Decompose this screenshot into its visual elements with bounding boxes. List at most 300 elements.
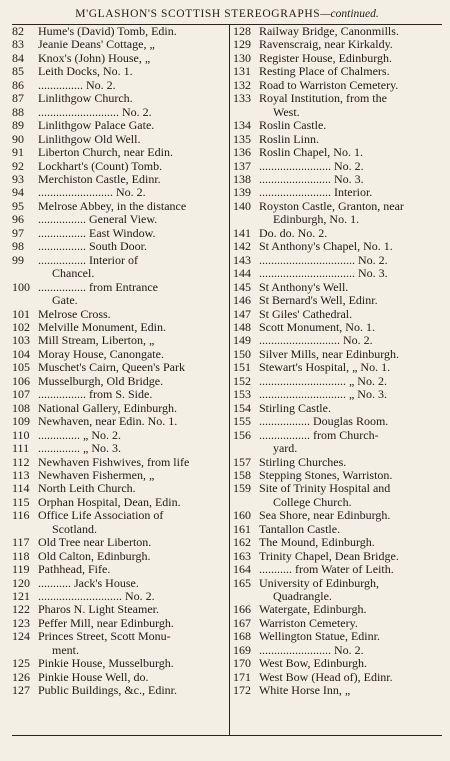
catalogue-entry-continuation	[12, 294, 229, 307]
entry-title: Old Tree near Liberton.	[38, 535, 152, 550]
entry-number: 147	[232, 306, 251, 321]
catalogue-entry	[233, 684, 442, 697]
entry-number: 143	[232, 252, 251, 267]
entry-number: 130	[232, 50, 251, 65]
entry-title: North Leith Church.	[38, 481, 136, 496]
entry-number: 99	[12, 252, 24, 267]
catalogue-entry	[12, 106, 229, 119]
entry-title: West Bow, Edinburgh.	[258, 656, 367, 671]
catalogue-entry	[233, 267, 442, 280]
entry-title: ........................... No. 2.	[258, 333, 373, 348]
entry-number: 111	[12, 441, 30, 456]
entry-number: 102	[12, 319, 30, 334]
entry-number: 96	[12, 212, 24, 227]
catalogue-entry	[233, 617, 442, 630]
catalogue-entry	[12, 456, 229, 469]
entry-title: ................ General View.	[38, 212, 158, 227]
entry-title: Pinkie House Well, do.	[38, 669, 149, 684]
catalogue-entry	[12, 160, 229, 173]
entry-title: The Mound, Edinburgh.	[258, 535, 375, 550]
entry-title: ........................ No. 2.	[258, 158, 364, 173]
entry-title: ........................ No. 2.	[258, 642, 364, 657]
entry-number: 133	[232, 91, 251, 106]
entry-title: Quadrangle.	[272, 589, 332, 604]
catalogue-entry	[233, 308, 442, 321]
entry-title: Orphan Hospital, Dean, Edin.	[38, 494, 181, 509]
entry-number: 116	[12, 508, 30, 523]
entry-number: 172	[232, 683, 251, 698]
entry-title: Watergate, Edinburgh.	[258, 602, 367, 617]
catalogue-entry	[233, 469, 442, 482]
catalogue-entry	[12, 684, 229, 697]
entry-number: 97	[12, 225, 24, 240]
catalogue-entry	[233, 79, 442, 92]
catalogue-entry	[233, 603, 442, 616]
entry-title: ........... from Water of Leith.	[258, 562, 394, 577]
entry-number: 124	[12, 629, 30, 644]
entry-number: 161	[232, 521, 251, 536]
catalogue-columns	[12, 25, 442, 735]
entry-number: 136	[232, 145, 251, 160]
entry-title: Jeanie Deans' Cottage, „	[38, 37, 155, 52]
catalogue-entry	[12, 442, 229, 455]
catalogue-entry	[12, 227, 229, 240]
entry-number: 141	[232, 225, 251, 240]
entry-number: 168	[232, 629, 251, 644]
entry-number: 95	[12, 198, 24, 213]
entry-title: Royston Castle, Granton, near	[258, 198, 404, 213]
catalogue-entry	[12, 536, 229, 549]
catalogue-entry	[12, 671, 229, 684]
entry-title: Resting Place of Chalmers.	[258, 64, 390, 79]
entry-number: 125	[12, 656, 30, 671]
entry-number: 138	[232, 171, 251, 186]
entry-title: Public Buildings, &c., Edinr.	[38, 683, 178, 698]
entry-number: 160	[232, 508, 251, 523]
entry-title: Trinity Chapel, Dean Bridge.	[258, 548, 399, 563]
catalogue-entry	[233, 657, 442, 670]
catalogue-entry	[233, 415, 442, 428]
entry-title: Chancel.	[52, 266, 95, 281]
entry-title: Moray House, Canongate.	[38, 346, 164, 361]
entry-title: Railway Bridge, Canonmills.	[258, 24, 399, 38]
entry-number: 126	[12, 669, 30, 684]
catalogue-entry	[12, 173, 229, 186]
entry-number: 157	[232, 454, 251, 469]
title-suffix: —continued.	[320, 8, 379, 20]
catalogue-entry-continuation	[233, 106, 442, 119]
entry-title: Gate.	[52, 293, 78, 308]
catalogue-entry	[233, 119, 442, 132]
entry-title: Musselburgh, Old Bridge.	[38, 373, 164, 388]
catalogue-entry	[12, 65, 229, 78]
entry-title: Melrose Abbey, in the distance	[38, 198, 187, 213]
entry-number: 110	[12, 427, 30, 442]
catalogue-entry	[233, 402, 442, 415]
entry-number: 93	[12, 171, 24, 186]
catalogue-entry	[233, 536, 442, 549]
entry-number: 113	[12, 467, 30, 482]
entry-number: 145	[232, 279, 251, 294]
catalogue-entry	[233, 550, 442, 563]
catalogue-entry	[233, 254, 442, 267]
catalogue-entry	[12, 200, 229, 213]
entry-number: 139	[232, 185, 251, 200]
catalogue-entry	[233, 671, 442, 684]
entry-number: 169	[232, 642, 251, 657]
entry-number: 82	[12, 24, 24, 38]
entry-number: 135	[232, 131, 251, 146]
catalogue-entry	[12, 429, 229, 442]
catalogue-entry	[233, 92, 442, 105]
entry-title: Roslin Chapel, No. 1.	[258, 145, 363, 160]
catalogue-entry-continuation	[233, 442, 442, 455]
entry-number: 166	[232, 602, 251, 617]
catalogue-entry	[12, 281, 229, 294]
entry-title: Peffer Mill, near Edinburgh.	[38, 615, 174, 630]
catalogue-entry	[12, 657, 229, 670]
entry-number: 115	[12, 494, 30, 509]
entry-title: West Bow (Head of), Edinr.	[258, 669, 393, 684]
entry-title: Register House, Edinburgh.	[258, 50, 393, 65]
entry-title: Edinburgh, No. 1.	[272, 212, 360, 227]
entry-number: 84	[12, 50, 24, 65]
entry-title: Lockhart's (Count) Tomb.	[38, 158, 163, 173]
entry-number: 89	[12, 118, 24, 133]
entry-title: Tantallon Castle.	[258, 521, 341, 536]
entry-title: Pinkie House, Musselburgh.	[38, 656, 174, 671]
entry-title: College Church.	[272, 494, 352, 509]
catalogue-entry	[233, 186, 442, 199]
entry-number	[233, 106, 259, 119]
catalogue-entry	[12, 509, 229, 522]
catalogue-entry	[12, 321, 229, 334]
entry-title: Linlithgow Church.	[38, 91, 133, 106]
entry-number	[12, 294, 38, 307]
entry-number: 165	[232, 575, 251, 590]
entry-number: 121	[12, 589, 30, 604]
catalogue-entry	[233, 25, 442, 38]
entry-number: 114	[12, 481, 30, 496]
entry-title: West.	[272, 104, 300, 119]
entry-number: 158	[232, 467, 251, 482]
entry-number: 140	[232, 198, 251, 213]
entry-title: Stewart's Hospital, „ No. 1.	[258, 360, 391, 375]
entry-number	[233, 496, 259, 509]
entry-title: Warriston Cemetery.	[258, 615, 358, 630]
entry-number: 119	[12, 562, 30, 577]
entry-number: 127	[12, 683, 30, 698]
entry-title: ............... No. 2.	[38, 77, 116, 92]
catalogue-entry-continuation	[12, 523, 229, 536]
entry-number: 108	[12, 400, 30, 415]
entry-number: 91	[12, 145, 24, 160]
catalogue-entry	[233, 173, 442, 186]
entry-title: Melville Monument, Edin.	[38, 319, 166, 334]
catalogue-entry	[233, 200, 442, 213]
entry-number: 153	[232, 387, 251, 402]
catalogue-entry	[233, 334, 442, 347]
entry-title: Linlithgow Old Well.	[38, 131, 141, 146]
entry-number: 142	[232, 239, 251, 254]
entry-number: 105	[12, 360, 30, 375]
entry-number: 163	[232, 548, 251, 563]
entry-number: 162	[232, 535, 251, 550]
entry-title: Site of Trinity Hospital and	[258, 481, 391, 496]
entry-title: Sea Shore, near Edinburgh.	[258, 508, 391, 523]
catalogue-entry	[233, 52, 442, 65]
entry-number: 85	[12, 64, 24, 79]
catalogue-entry	[233, 146, 442, 159]
bottom-rule	[12, 735, 442, 736]
entry-title: ............................. „ No. 3.	[258, 387, 387, 402]
entry-number: 98	[12, 239, 24, 254]
catalogue-entry	[233, 321, 442, 334]
entry-title: ment.	[52, 642, 79, 657]
entry-title: ................. from Church-	[258, 427, 379, 442]
catalogue-entry	[12, 334, 229, 347]
entry-title: Leith Docks, No. 1.	[38, 64, 133, 79]
entry-number: 164	[232, 562, 251, 577]
entry-number: 107	[12, 387, 30, 402]
entry-number	[233, 213, 259, 226]
left-column	[12, 25, 229, 735]
catalogue-entry	[233, 375, 442, 388]
catalogue-entry	[12, 469, 229, 482]
catalogue-entry	[233, 577, 442, 590]
entry-title: Hume's (David) Tomb, Edin.	[38, 24, 177, 38]
entry-number: 101	[12, 306, 30, 321]
catalogue-entry	[233, 240, 442, 253]
entry-number: 152	[232, 373, 251, 388]
entry-number	[12, 644, 38, 657]
catalogue-entry	[12, 482, 229, 495]
entry-title: Roslin Linn.	[258, 131, 319, 146]
entry-number: 94	[12, 185, 24, 200]
catalogue-entry	[233, 523, 442, 536]
entry-number: 90	[12, 131, 24, 146]
entry-number: 83	[12, 37, 24, 52]
entry-title: Office Life Association of	[38, 508, 164, 523]
entry-title: Mill Stream, Liberton, „	[38, 333, 155, 348]
catalogue-entry	[12, 630, 229, 643]
entry-number: 167	[232, 615, 251, 630]
entry-number: 171	[232, 669, 251, 684]
entry-title: Ravenscraig, near Kirkaldy.	[258, 37, 393, 52]
entry-number	[233, 442, 259, 455]
catalogue-entry	[233, 644, 442, 657]
entry-title: White Horse Inn, „	[258, 683, 351, 698]
catalogue-entry	[12, 240, 229, 253]
entry-title: ................ South Door.	[38, 239, 148, 254]
entry-title: National Gallery, Edinburgh.	[38, 400, 177, 415]
entry-number: 134	[232, 118, 251, 133]
entry-number: 100	[12, 279, 30, 294]
right-column	[230, 25, 442, 735]
catalogue-entry	[12, 603, 229, 616]
entry-title: Old Calton, Edinburgh.	[38, 548, 151, 563]
catalogue-entry	[233, 509, 442, 522]
entry-title: Wellington Statue, Edinr.	[258, 629, 380, 644]
catalogue-entry	[12, 563, 229, 576]
catalogue-entry	[12, 38, 229, 51]
entry-title: Stepping Stones, Warriston.	[258, 467, 393, 482]
entry-title: Liberton Church, near Edin.	[38, 145, 173, 160]
entry-number: 117	[12, 535, 30, 550]
entry-number: 155	[232, 414, 251, 429]
catalogue-entry	[233, 227, 442, 240]
entry-title: ........................ Interior.	[258, 185, 373, 200]
entry-number: 131	[232, 64, 251, 79]
entry-number: 144	[232, 266, 251, 281]
catalogue-entry	[233, 65, 442, 78]
entry-title: Scott Monument, No. 1.	[258, 319, 375, 334]
catalogue-entry-continuation	[12, 267, 229, 280]
entry-title: Melrose Cross.	[38, 306, 111, 321]
catalogue-entry	[233, 133, 442, 146]
entry-title: ............................. „ No. 2.	[258, 373, 387, 388]
entry-number: 170	[232, 656, 251, 671]
entry-title: ................ from S. Side.	[38, 387, 153, 402]
entry-title: University of Edinburgh,	[258, 575, 380, 590]
entry-title: Road to Warriston Cemetery.	[258, 77, 399, 92]
entry-number: 104	[12, 346, 30, 361]
catalogue-entry	[12, 52, 229, 65]
catalogue-entry	[12, 133, 229, 146]
catalogue-entry	[12, 375, 229, 388]
entry-number: 88	[12, 104, 24, 119]
entry-number: 109	[12, 414, 30, 429]
catalogue-entry-continuation	[233, 590, 442, 603]
entry-title: St Anthony's Well.	[258, 279, 349, 294]
entry-title: Stirling Castle.	[258, 400, 331, 415]
catalogue-entry	[12, 496, 229, 509]
entry-title: St Bernard's Well, Edinr.	[258, 293, 378, 308]
entry-number	[12, 267, 38, 280]
catalogue-entry	[12, 402, 229, 415]
catalogue-entry-continuation	[233, 496, 442, 509]
catalogue-entry	[12, 590, 229, 603]
catalogue-entry	[12, 146, 229, 159]
entry-title: ................. Douglas Room.	[258, 414, 389, 429]
entry-title: yard.	[272, 441, 298, 456]
entry-title: ................ East Window.	[38, 225, 156, 240]
catalogue-entry	[233, 630, 442, 643]
entry-title: Newhaven Fishermen, „	[38, 467, 155, 482]
catalogue-entry	[233, 429, 442, 442]
catalogue-entry	[12, 415, 229, 428]
entry-title: Roslin Castle.	[258, 118, 327, 133]
catalogue-entry	[12, 388, 229, 401]
entry-title: ......................... No. 2.	[38, 185, 146, 200]
entry-number: 120	[12, 575, 30, 590]
catalogue-entry	[233, 294, 442, 307]
entry-title: ................................ No. 2.	[258, 252, 388, 267]
entry-title: Linlithgow Palace Gate.	[38, 118, 155, 133]
entry-title: ................................ No. 3.	[258, 266, 388, 281]
entry-title: ........................... No. 2.	[38, 104, 152, 119]
catalogue-entry	[12, 119, 229, 132]
catalogue-entry	[12, 254, 229, 267]
entry-number: 132	[232, 77, 251, 92]
entry-title: Royal Institution, from the	[258, 91, 387, 106]
entry-title: .............. „ No. 2.	[38, 427, 121, 442]
entry-title: St Anthony's Chapel, No. 1.	[258, 239, 393, 254]
entry-number: 129	[232, 37, 251, 52]
entry-title: ................ Interior of	[38, 252, 138, 267]
catalogue-entry	[233, 361, 442, 374]
entry-number: 154	[232, 400, 251, 415]
catalogue-entry	[233, 348, 442, 361]
entry-number	[233, 590, 259, 603]
entry-number: 151	[232, 360, 251, 375]
entry-number: 146	[232, 293, 251, 308]
entry-number: 149	[232, 333, 251, 348]
entry-number	[12, 523, 38, 536]
catalogue-entry	[12, 550, 229, 563]
entry-number: 118	[12, 548, 30, 563]
catalogue-entry	[12, 213, 229, 226]
catalogue-entry	[233, 160, 442, 173]
title-text: M'GLASHON'S SCOTTISH STEREOGRAPHS	[75, 8, 321, 20]
catalogue-entry	[12, 308, 229, 321]
catalogue-entry	[12, 617, 229, 630]
entry-title: Stirling Churches.	[258, 454, 347, 469]
entry-title: Newhaven, near Edin. No. 1.	[38, 414, 178, 429]
catalogue-entry-continuation	[233, 213, 442, 226]
catalogue-entry	[12, 186, 229, 199]
catalogue-entry	[233, 482, 442, 495]
entry-number: 137	[232, 158, 251, 173]
entry-title: St Giles' Cathedral.	[258, 306, 353, 321]
entry-number: 112	[12, 454, 30, 469]
entry-number: 87	[12, 91, 24, 106]
catalogue-entry	[12, 577, 229, 590]
entry-number: 103	[12, 333, 30, 348]
entry-title: Silver Mills, near Edinburgh.	[258, 346, 400, 361]
catalogue-entry	[233, 563, 442, 576]
entry-number: 148	[232, 319, 251, 334]
entry-number: 150	[232, 346, 251, 361]
entry-title: ................ from Entrance	[38, 279, 158, 294]
catalogue-entry	[233, 38, 442, 51]
catalogue-entry	[12, 92, 229, 105]
entry-title: Newhaven Fishwives, from life	[38, 454, 190, 469]
entry-number: 122	[12, 602, 30, 617]
entry-number: 92	[12, 158, 24, 173]
page-title	[12, 6, 442, 22]
entry-title: Do. do. No. 2.	[258, 225, 328, 240]
catalogue-entry	[12, 361, 229, 374]
entry-title: Princes Street, Scott Monu-	[38, 629, 171, 644]
entry-title: ............................ No. 2.	[38, 589, 155, 604]
catalogue-entry-continuation	[12, 644, 229, 657]
catalogue-entry	[233, 456, 442, 469]
entry-title: .............. „ No. 3.	[38, 441, 121, 456]
entry-number: 106	[12, 373, 30, 388]
entry-title: Pathhead, Fife.	[38, 562, 111, 577]
catalogue-entry	[12, 25, 229, 38]
catalogue-entry	[233, 388, 442, 401]
entry-title: ........... Jack's House.	[38, 575, 139, 590]
entry-title: Knox's (John) House, „	[38, 50, 151, 65]
catalogue-entry	[12, 348, 229, 361]
entry-number: 86	[12, 77, 24, 92]
entry-number: 128	[232, 24, 251, 38]
entry-number: 159	[232, 481, 251, 496]
entry-title: Scotland.	[52, 521, 97, 536]
entry-title: Pharos N. Light Steamer.	[38, 602, 159, 617]
